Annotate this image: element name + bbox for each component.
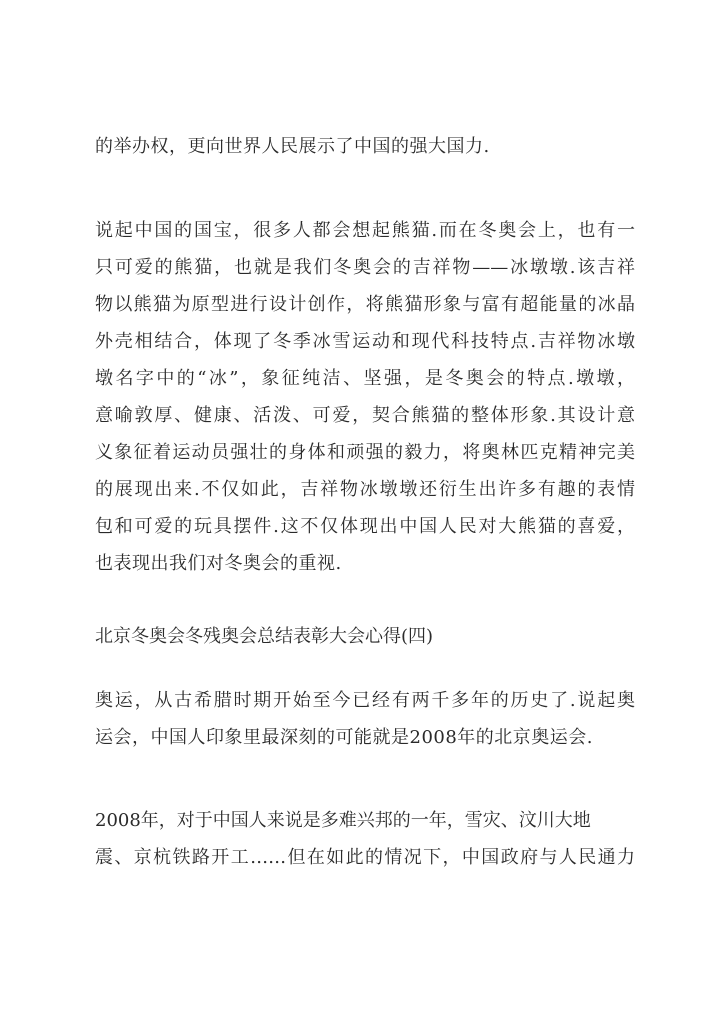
text-line: 物以熊猫为原型进行设计创作，将熊猫形象与富有超能量的冰晶 (95, 294, 635, 315)
text-line: 运会，中国人印象里最深刻的可能就是2008年的北京奥运会. (95, 727, 594, 748)
section-heading (95, 618, 635, 655)
text-line: 意喻敦厚、健康、活泼、可爱，契合熊猫的整体形象.其设计意 (95, 405, 635, 426)
text-line: 震、京杭铁路开工……但在如此的情况下，中国政府与人民通力 (95, 847, 635, 868)
text-line: 也表现出我们对冬奥会的重视. (95, 553, 342, 574)
text-line: 的展现出来.不仅如此，吉祥物冰墩墩还衍生出许多有趣的表情 (95, 479, 635, 500)
paragraph-1 (95, 128, 635, 165)
text-line: 奥运，从古希腊时期开始至今已经有两千多年的历史了.说起奥 (95, 690, 635, 711)
text-line: 说起中国的国宝，很多人都会想起熊猫.而在冬奥会上，也有一 (95, 220, 635, 241)
text-line: 义象征着运动员强壮的身体和顽强的毅力，将奥林匹克精神完美 (95, 442, 635, 463)
paragraph-2 (95, 212, 635, 582)
text-line: 包和可爱的玩具摆件.这不仅体现出中国人民对大熊猫的喜爱， (95, 516, 635, 537)
text-line: 外壳相结合，体现了冬季冰雪运动和现代科技特点.吉祥物冰墩 (95, 331, 635, 352)
text-line: 墩名字中的“冰”，象征纯洁、坚强，是冬奥会的特点.墩墩， (95, 368, 635, 389)
text-line: 的举办权，更向世界人民展示了中国的强大国力. (95, 136, 490, 157)
heading-text: 北京冬奥会冬残奥会总结表彰大会心得(四) (95, 626, 434, 647)
paragraph-4 (95, 802, 635, 876)
text-line: 2008年，对于中国人来说是多难兴邦的一年，雪灾、汶川大地 (95, 810, 591, 831)
text-line: 只可爱的熊猫，也就是我们冬奥会的吉祥物——冰墩墩.该吉祥 (95, 257, 635, 278)
paragraph-3 (95, 682, 635, 756)
